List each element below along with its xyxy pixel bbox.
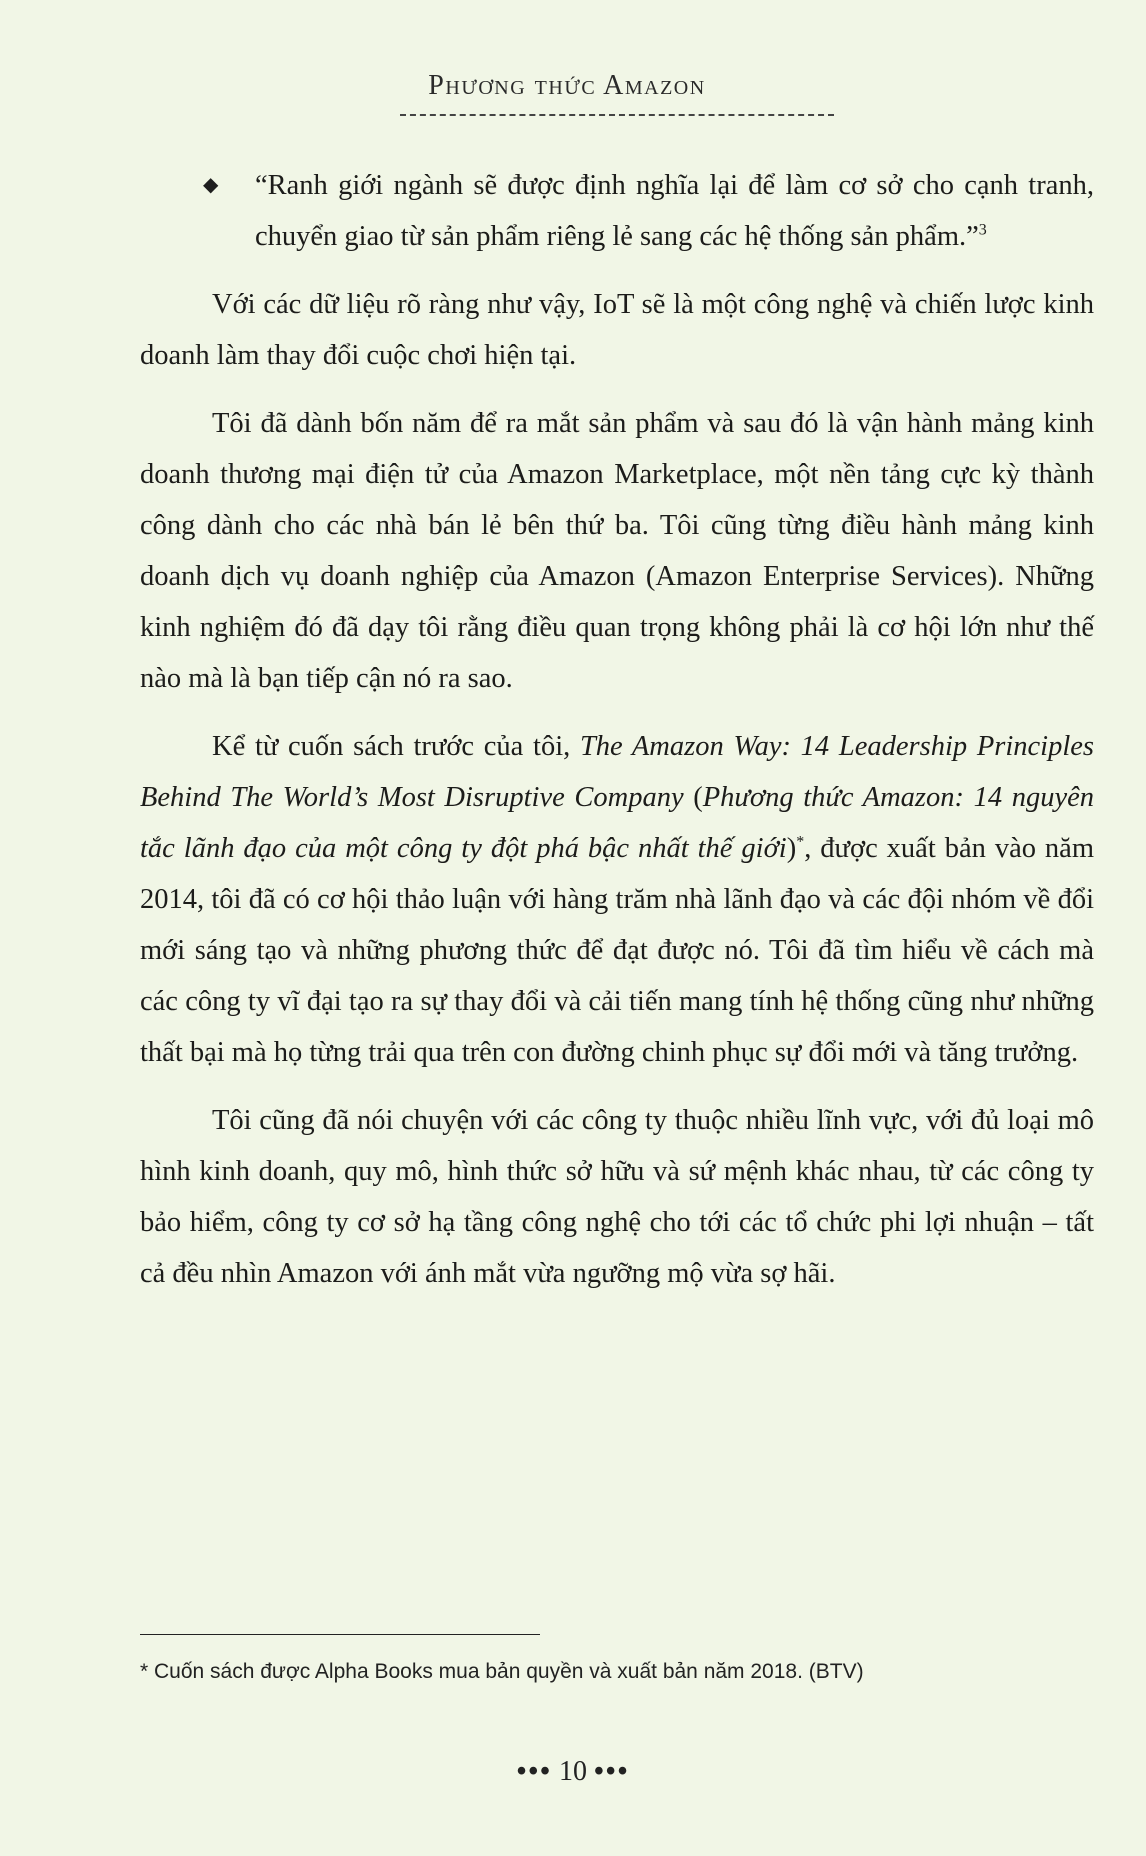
body-text <box>140 160 1094 1316</box>
folio-dots-right: ••• <box>594 1756 630 1787</box>
diamond-bullet-icon: ◆ <box>203 174 219 196</box>
footnote-ref-3: 3 <box>978 221 987 239</box>
page-folio <box>0 1756 1146 1788</box>
footnote: * Cuốn sách được Alpha Books mua bản quyền và xuất bản năm 2018. (BTV) <box>140 1660 864 1683</box>
book-title-en: The Amazon Way: 14 Leadership Principles Behind The World’s Most Disruptive Company <box>140 731 1094 813</box>
paragraph-1: Với các dữ liệu rõ ràng như vậy, IoT sẽ là một công nghệ và chiến lược kinh doanh làm thay đổi cuộc chơi hiện tại. <box>140 289 1094 371</box>
paragraph-3 <box>140 721 1094 1078</box>
paragraph-4: Tôi cũng đã nói chuyện với các công ty thuộc nhiều lĩnh vực, với đủ loại mô hình kinh doanh, quy mô, hình thức sở hữu và sứ mệnh khác nhau, từ các công ty bảo hiểm, công ty cơ sở hạ tầng công nghệ cho tới các tổ chức phi lợi nhuận – tất cả đều nhìn Amazon với ánh mắt vừa ngưỡng mộ vừa sợ hãi. <box>140 1105 1094 1289</box>
bullet-quote-text: “Ranh giới ngành sẽ được định nghĩa lại để làm cơ sở cho cạnh tranh, chuyển giao từ sản phẩm riêng lẻ sang các hệ thống sản phẩm.” <box>255 170 1094 252</box>
footnote-rule <box>140 1634 540 1635</box>
folio-dots-left: ••• <box>516 1756 552 1787</box>
paragraph-3-lead: Kể từ cuốn sách trước của tôi, <box>212 731 580 762</box>
paren-open: ( <box>683 782 703 813</box>
bullet-quote <box>140 160 1094 262</box>
paragraph-2: Tôi đã dành bốn năm để ra mắt sản phẩm và sau đó là vận hành mảng kinh doanh thương mại điện tử của Amazon Marketplace, một nền tảng cực kỳ thành công dành cho các nhà bán lẻ bên thứ ba. Tôi cũng từng điều hành mảng kinh doanh dịch vụ doanh nghiệp của Amazon (Amazon Enterprise Services). Những kinh nghiệm đó đã dạy tôi rằng điều quan trọng không phải là cơ hội lớn như thế nào mà là bạn tiếp cận nó ra sao. <box>140 408 1094 694</box>
running-header: Phương thức Amazon <box>428 70 706 101</box>
book-title-vi: Phương thức Amazon: 14 nguyên tắc lãnh đạo của một công ty đột phá bậc nhất thế giới <box>140 782 1094 864</box>
footnote-mark-asterisk: * <box>796 833 805 851</box>
paragraph-3-rest: , được xuất bản vào năm 2014, tôi đã có cơ hội thảo luận với hàng trăm nhà lãnh đạo và các đội nhóm về đổi mới sáng tạo và những phương thức để đạt được nó. Tôi đã tìm hiểu về cách mà các công ty vĩ đại tạo ra sự thay đổi và cải tiến mang tính hệ thống cũng như những thất bại mà họ từng trải qua trên con đường chinh phục sự đổi mới và tăng trưởng. <box>140 833 1094 1068</box>
paren-close: ) <box>786 833 797 864</box>
header-dashed-rule <box>400 114 834 116</box>
page-number: 10 <box>559 1756 587 1787</box>
